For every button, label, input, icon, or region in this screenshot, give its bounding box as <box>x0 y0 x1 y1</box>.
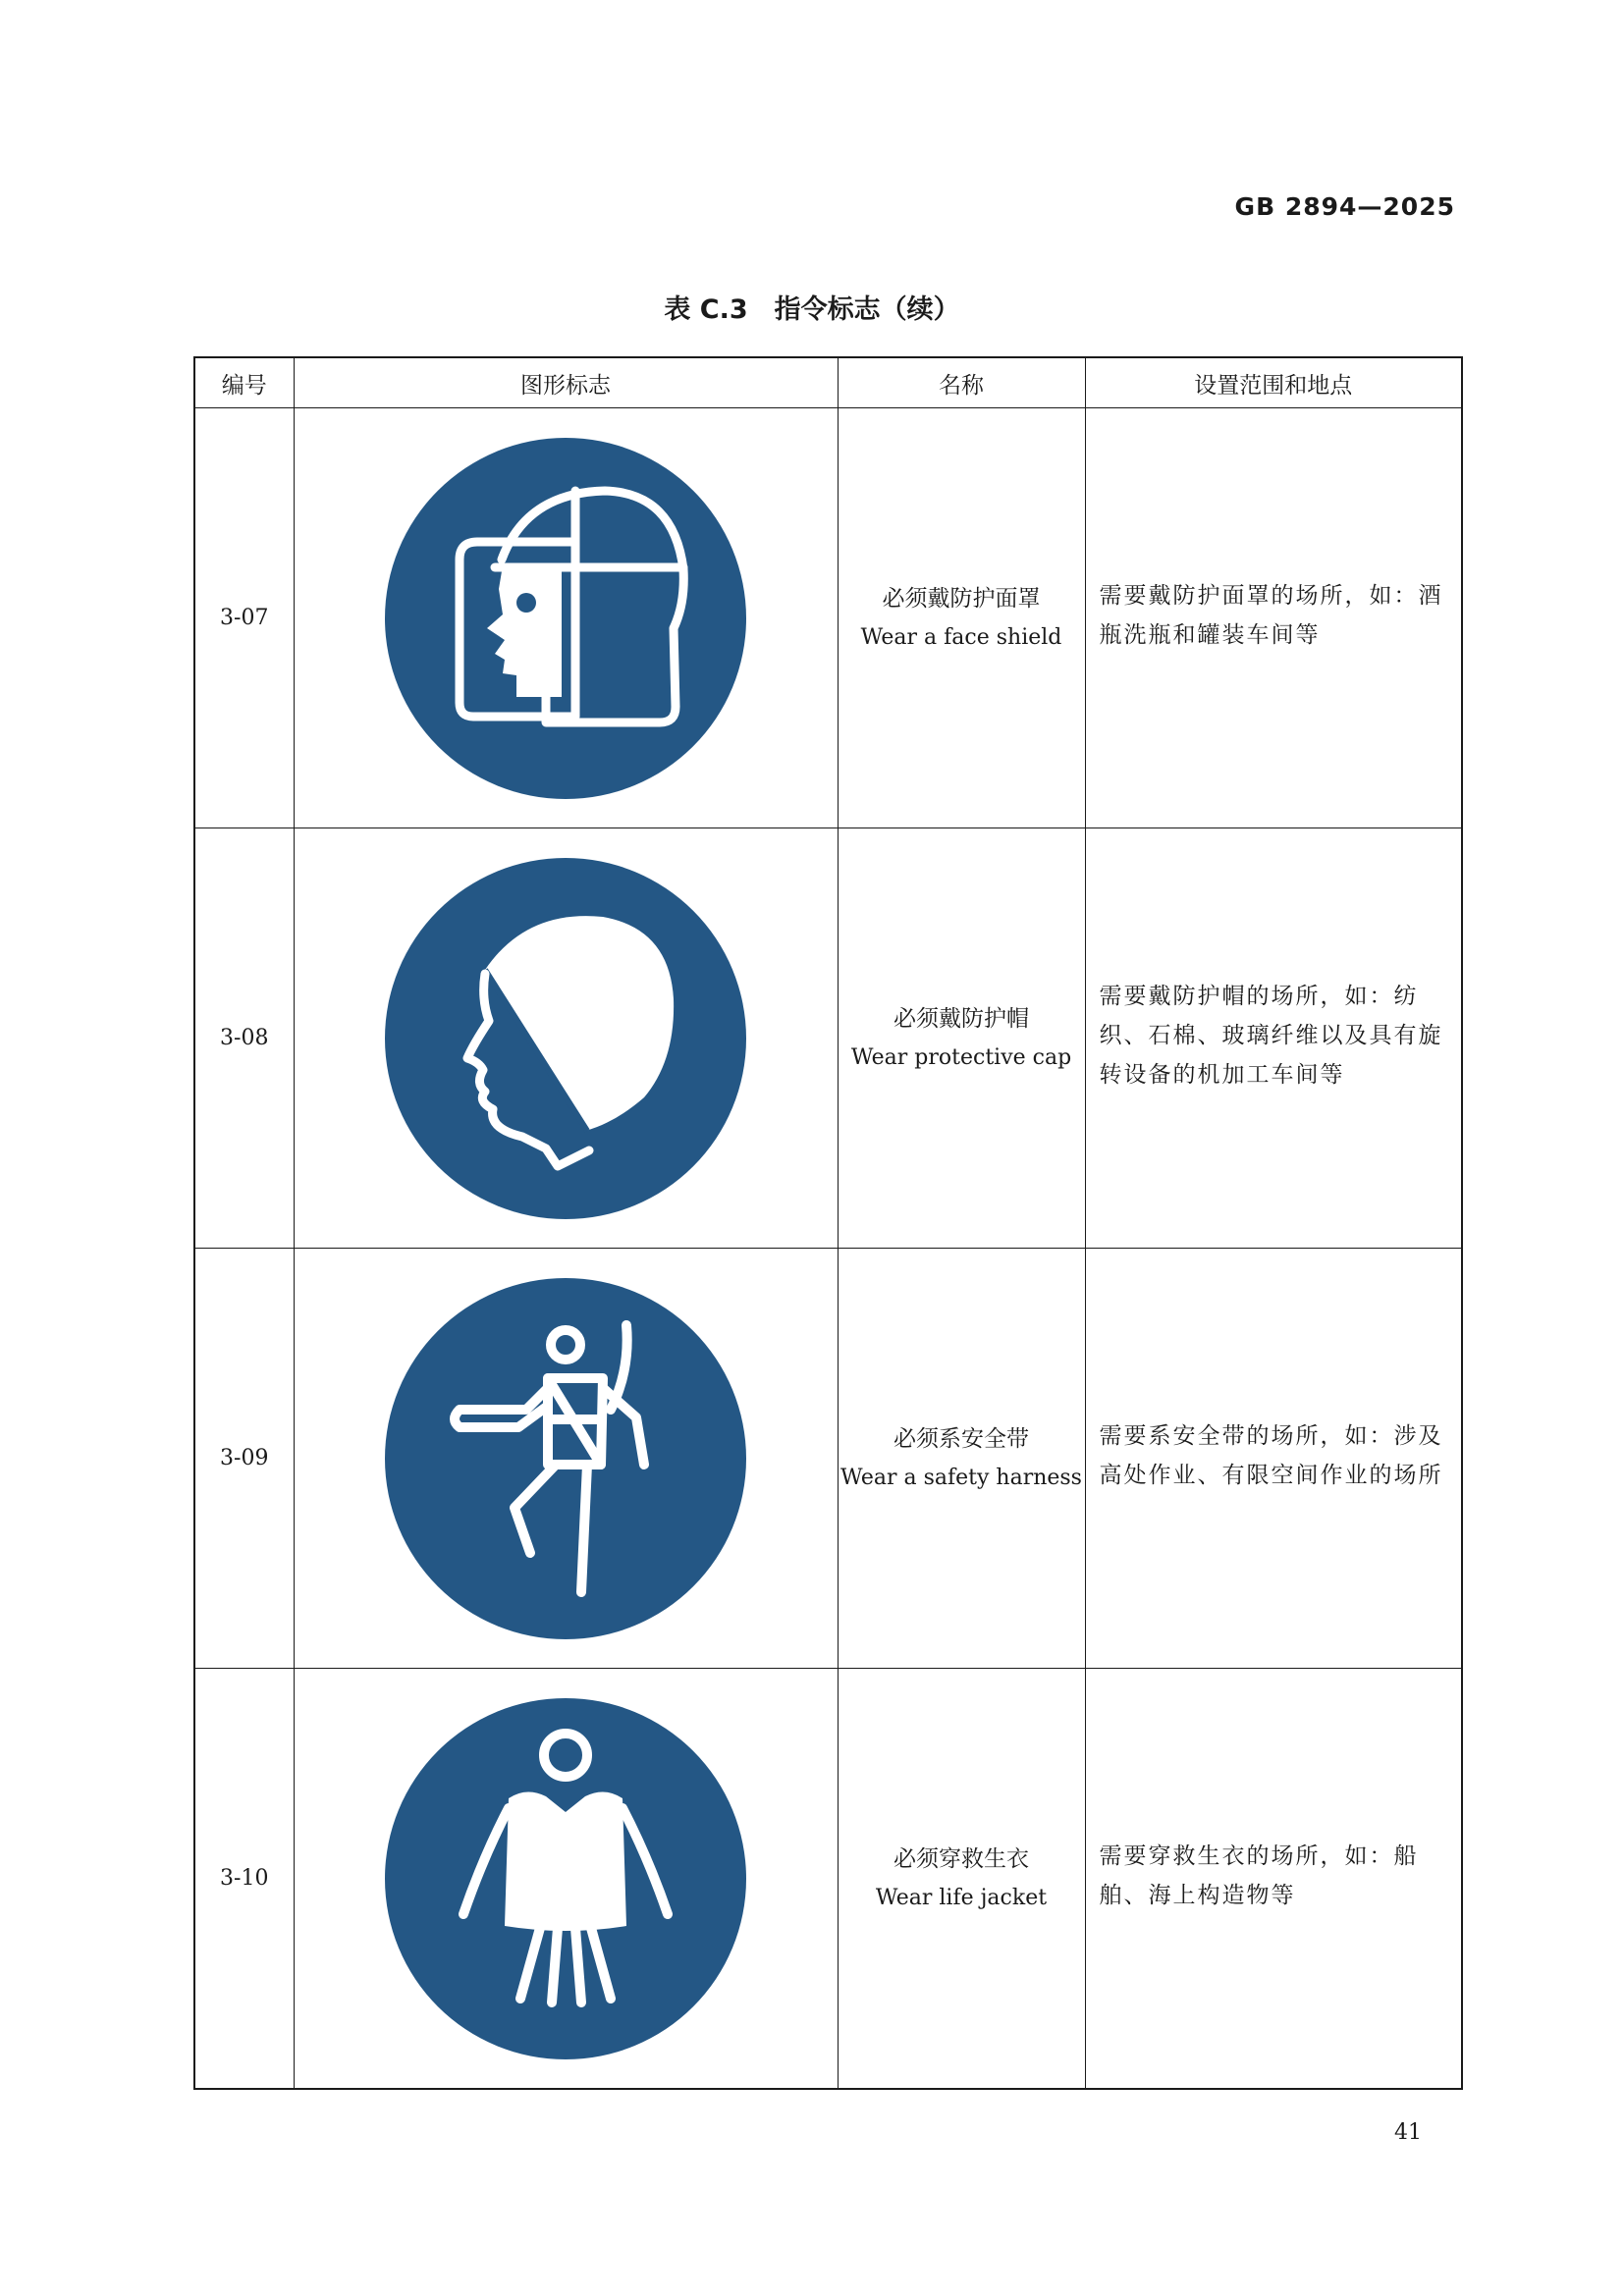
table-row <box>194 1669 1462 2090</box>
table-row <box>194 1249 1462 1669</box>
sign-place-text: 需要穿救生衣的场所，如：船舶、海上构造物等 <box>1099 1842 1419 1908</box>
sign-name-cn: 必须穿救生衣 <box>893 1845 1029 1872</box>
table-header-row <box>194 357 1462 408</box>
wear-protective-cap-icon <box>379 852 752 1225</box>
standard-number: GB 2894—2025 <box>1234 192 1455 221</box>
sign-code: 3-08 <box>194 828 294 1249</box>
wear-life-jacket-icon <box>379 1692 752 2065</box>
sign-place-cell <box>1085 408 1462 828</box>
sign-name-cn: 必须戴防护帽 <box>893 1005 1029 1032</box>
sign-graphic-cell <box>294 408 838 828</box>
sign-name-cell <box>838 1249 1085 1669</box>
column-header-place: 设置范围和地点 <box>1085 357 1462 408</box>
sign-name-cn: 必须系安全带 <box>893 1425 1029 1452</box>
sign-code: 3-07 <box>194 408 294 828</box>
sign-code: 3-10 <box>194 1669 294 2090</box>
sign-graphic-cell <box>294 1669 838 2090</box>
sign-name-cell <box>838 828 1085 1249</box>
sign-name-en: Wear protective cap <box>850 1044 1072 1070</box>
sign-name-cell <box>838 408 1085 828</box>
sign-graphic-cell <box>294 1249 838 1669</box>
table-row <box>194 828 1462 1249</box>
sign-name-cell <box>838 1669 1085 2090</box>
sign-name-cn: 必须戴防护面罩 <box>882 585 1041 612</box>
column-header-name: 名称 <box>838 357 1085 408</box>
column-header-code: 编号 <box>194 357 294 408</box>
sign-place-text: 需要系安全带的场所，如：涉及高处作业、有限空间作业的场所 <box>1099 1422 1443 1488</box>
mandatory-signs-table <box>193 356 1463 2090</box>
sign-place-text: 需要戴防护面罩的场所，如：酒瓶洗瓶和罐装车间等 <box>1099 582 1443 648</box>
sign-code: 3-09 <box>194 1249 294 1669</box>
wear-face-shield-icon <box>379 432 752 805</box>
sign-name-en: Wear a safety harness <box>840 1465 1082 1490</box>
table-row <box>194 408 1462 828</box>
sign-place-cell <box>1085 1249 1462 1669</box>
page-number: 41 <box>1394 2120 1422 2145</box>
sign-place-text: 需要戴防护帽的场所，如：纺织、石棉、玻璃纤维以及具有旋转设备的机加工车间等 <box>1099 983 1443 1088</box>
sign-place-cell <box>1085 828 1462 1249</box>
sign-name-en: Wear life jacket <box>875 1885 1048 1910</box>
wear-safety-harness-icon <box>379 1272 752 1645</box>
sign-name-en: Wear a face shield <box>860 624 1062 650</box>
sign-place-cell <box>1085 1669 1462 2090</box>
column-header-graphic: 图形标志 <box>294 357 838 408</box>
sign-graphic-cell <box>294 828 838 1249</box>
table-title: 表 C.3 指令标志（续） <box>664 294 960 325</box>
